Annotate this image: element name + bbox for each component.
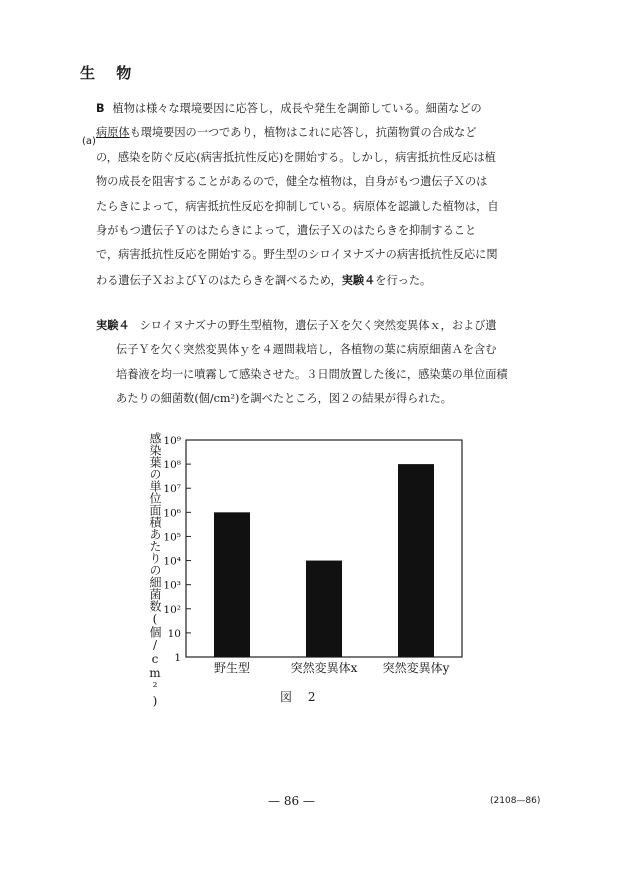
bar: [306, 561, 342, 657]
section-b-line-1: 植物は様々な環境要因に応答し，成長や発生を調節している。細菌などの: [112, 102, 482, 115]
bar: [214, 512, 250, 657]
section-letter: B: [96, 102, 105, 115]
exam-code: (2108—86): [490, 796, 541, 806]
y-tick-label: 10⁸: [163, 459, 181, 472]
section-b-line-4: 物の成長を阻害することがあるので，健全な植物は，自身がもつ遺伝子Ｘのは: [96, 175, 488, 189]
y-tick-label: 10⁴: [163, 555, 181, 568]
y-tick-label: 10²: [163, 603, 181, 616]
pathogen-underlined: 病原体: [96, 126, 130, 140]
y-tick-label: 1: [174, 652, 181, 664]
section-b-line-8-end: を行った。: [375, 273, 432, 287]
experiment-label: 実験４: [96, 319, 130, 332]
section-b-line-8: わる遺伝子ＸおよびＹのはたらきを調べるため，: [96, 273, 342, 287]
experiment-line-3: 培養液を均一に噴霧して感染させた。３日間放置した後に，感染葉の単位面積: [116, 367, 508, 381]
section-b-line-6: 身がもつ遺伝子Ｙのはたらきによって，遺伝子Ｘのはたらきを抑制すること: [96, 224, 477, 238]
y-tick-label: 10⁹: [163, 435, 181, 447]
section-b-line-3: の，感染を防ぐ反応(病害抵抗性反応)を開始する。しかし，病害抵抗性反応は植: [96, 150, 496, 164]
chart-y-axis-label: 感染葉の単位面積あたりの細菌数(個/cm²): [148, 432, 162, 708]
experiment-line-1: シロイヌナズナの野生型植物，遺伝子Ｘを欠く突然変異体ｘ，および遺: [139, 319, 497, 332]
y-tick-label: 10: [167, 627, 181, 640]
section-b-line-2: も環境要因の一つであり，植物はこれに応答し，抗菌物質の合成など: [129, 126, 477, 140]
experiment-line-2: 伝子Ｙを欠く突然変異体ｙを４週間栽培し，各植物の葉に病原細菌Ａを含む: [116, 343, 497, 357]
y-tick-label: 10⁵: [163, 531, 181, 544]
page-number: — 86 —: [268, 794, 315, 808]
section-b-line-5: たらきによって，病害抵抗性反応を抑制している。病原体を認識した植物は，自: [96, 199, 499, 213]
y-tick-label: 10⁶: [163, 507, 181, 520]
x-tick-label: 突然変異体x: [290, 661, 358, 675]
y-tick-label: 10⁷: [163, 483, 181, 496]
figure-caption: 図 2: [280, 690, 322, 704]
subject-title: 生 物: [80, 64, 140, 82]
y-tick-label: 10³: [163, 579, 181, 592]
section-b-line-7: で，病害抵抗性反応を開始する。野生型のシロイヌナズナの病害抵抗性反応に関: [96, 248, 498, 262]
experiment-ref: 実験４: [341, 272, 376, 287]
x-tick-label: 突然変異体y: [382, 661, 450, 675]
experiment-line-4: あたりの細菌数(個/cm²)を調べたところ，図２の結果が得られた。: [116, 392, 452, 406]
bar: [398, 464, 434, 657]
marker-a: (a): [82, 136, 96, 148]
x-tick-label: 野生型: [213, 661, 251, 675]
